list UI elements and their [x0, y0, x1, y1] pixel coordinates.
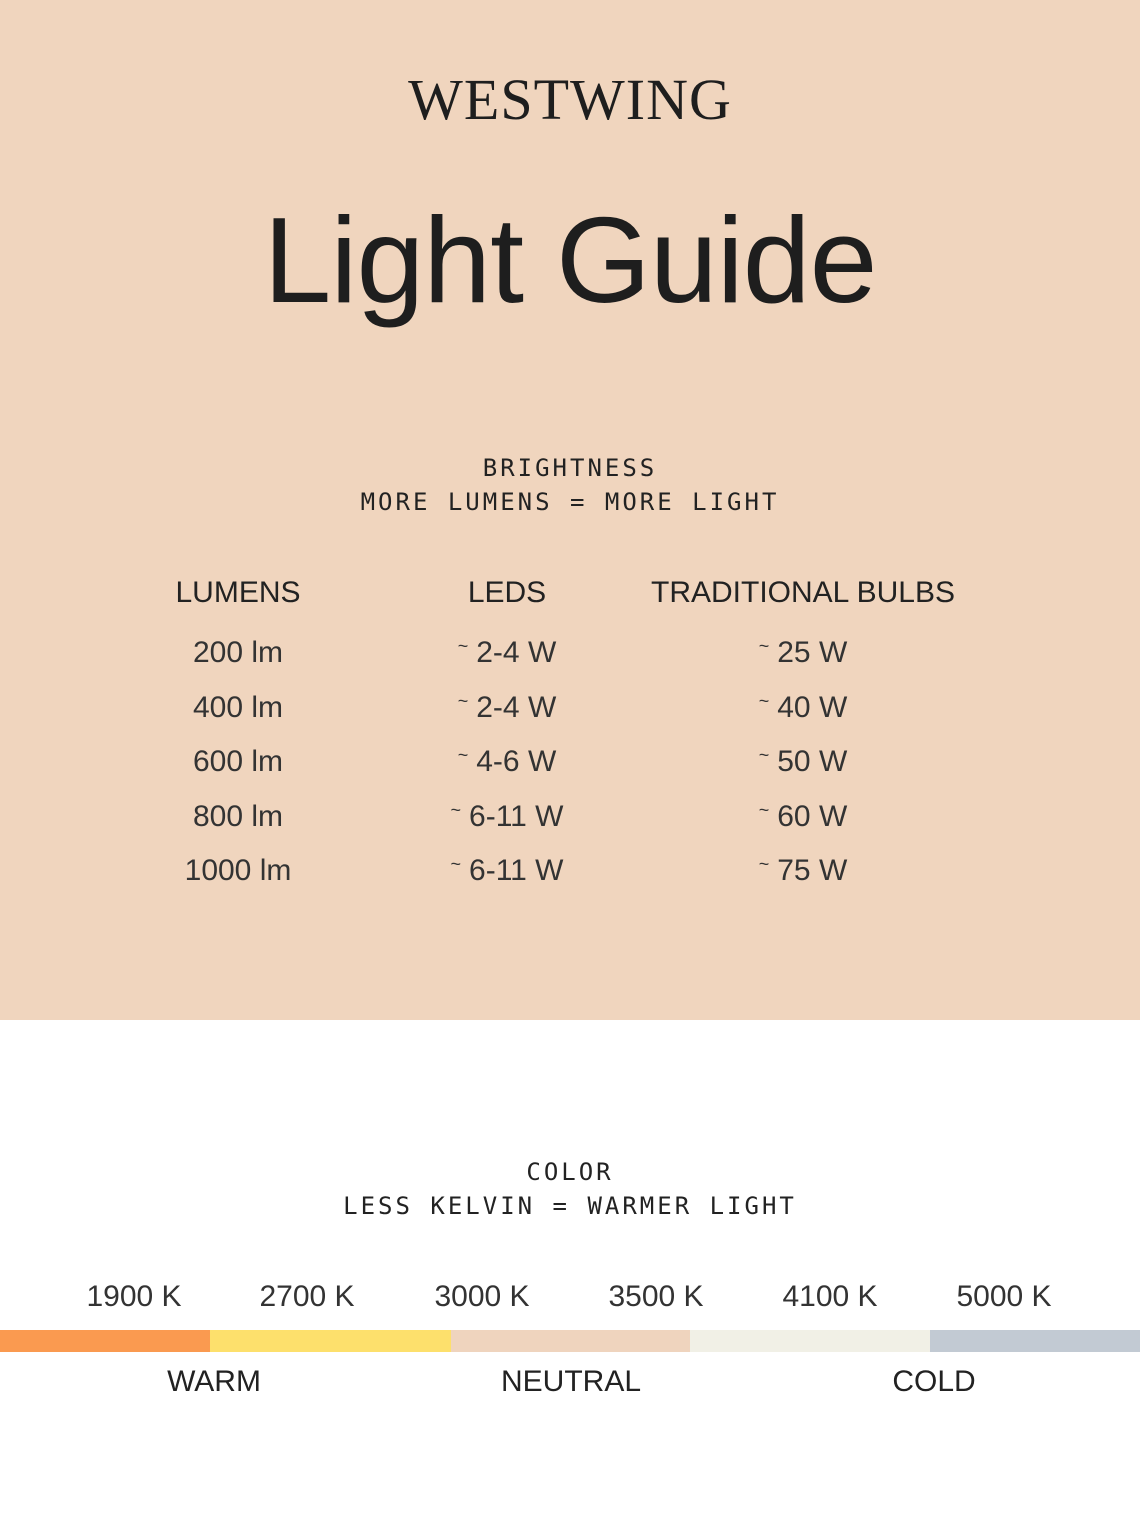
swatch-1900k — [0, 1330, 210, 1352]
table-cell — [759, 691, 848, 725]
approx-symbol: ~ — [450, 854, 462, 874]
cell-value: 4-6 W — [476, 745, 557, 778]
table-cell — [193, 636, 283, 670]
table-cell — [185, 854, 292, 888]
cell-value: 50 W — [777, 745, 848, 778]
cell-value: 800 lm — [192, 800, 284, 833]
kelvin-label: 3000 K — [434, 1280, 530, 1313]
kelvin-label: 3500 K — [608, 1280, 704, 1313]
approx-symbol: ~ — [758, 691, 770, 711]
cell-value: 400 lm — [192, 691, 284, 724]
approx-symbol: ~ — [457, 691, 469, 711]
cell-value: 2-4 W — [476, 636, 557, 669]
table-cell — [451, 854, 564, 888]
table-cell — [193, 800, 283, 834]
cell-value: 600 lm — [192, 745, 284, 778]
page-title: Light Guide — [263, 192, 877, 328]
table-cell — [759, 636, 848, 670]
brightness-subheading: MORE LUMENS = MORE LIGHT — [360, 488, 780, 516]
cell-value: 6-11 W — [469, 800, 564, 833]
kelvin-label: 2700 K — [259, 1280, 355, 1313]
approx-symbol: ~ — [758, 745, 770, 765]
color-subheading: LESS KELVIN = WARMER LIGHT — [343, 1192, 797, 1220]
swatch-5000k — [930, 1330, 1140, 1352]
swatch-4100k — [690, 1330, 930, 1352]
cell-value: 1000 lm — [184, 854, 292, 887]
table-cell — [759, 854, 848, 888]
cell-value: 6-11 W — [469, 854, 564, 887]
table-cell — [451, 800, 564, 834]
swatch-2700k — [210, 1330, 451, 1352]
table-cell — [193, 745, 283, 779]
table-cell — [193, 691, 283, 725]
label-warm: WARM — [167, 1365, 261, 1398]
approx-symbol: ~ — [457, 745, 469, 765]
approx-symbol: ~ — [758, 800, 770, 820]
header-lumens: LUMENS — [175, 576, 301, 609]
approx-symbol: ~ — [450, 800, 462, 820]
color-heading: COLOR — [526, 1158, 614, 1186]
kelvin-label: 4100 K — [782, 1280, 878, 1313]
kelvin-label: 1900 K — [86, 1280, 182, 1313]
table-cell — [458, 745, 557, 779]
table-cell — [458, 691, 557, 725]
swatch-3000-3500k — [451, 1330, 690, 1352]
label-neutral: NEUTRAL — [500, 1365, 642, 1398]
cell-value: 25 W — [777, 636, 848, 669]
label-cold: COLD — [892, 1365, 976, 1398]
cell-value: 2-4 W — [476, 691, 557, 724]
approx-symbol: ~ — [758, 854, 770, 874]
table-cell — [759, 800, 848, 834]
table-cell — [759, 745, 848, 779]
cell-value: 40 W — [777, 691, 848, 724]
header-traditional: TRADITIONAL BULBS — [651, 576, 955, 609]
table-cell — [458, 636, 557, 670]
cell-value: 200 lm — [192, 636, 284, 669]
header-leds: LEDS — [467, 576, 547, 609]
approx-symbol: ~ — [758, 636, 770, 656]
kelvin-label: 5000 K — [956, 1280, 1052, 1313]
brand-logo: WESTWING — [408, 67, 732, 132]
approx-symbol: ~ — [457, 636, 469, 656]
brightness-heading: BRIGHTNESS — [482, 454, 658, 482]
cell-value: 60 W — [777, 800, 848, 833]
cell-value: 75 W — [777, 854, 848, 887]
